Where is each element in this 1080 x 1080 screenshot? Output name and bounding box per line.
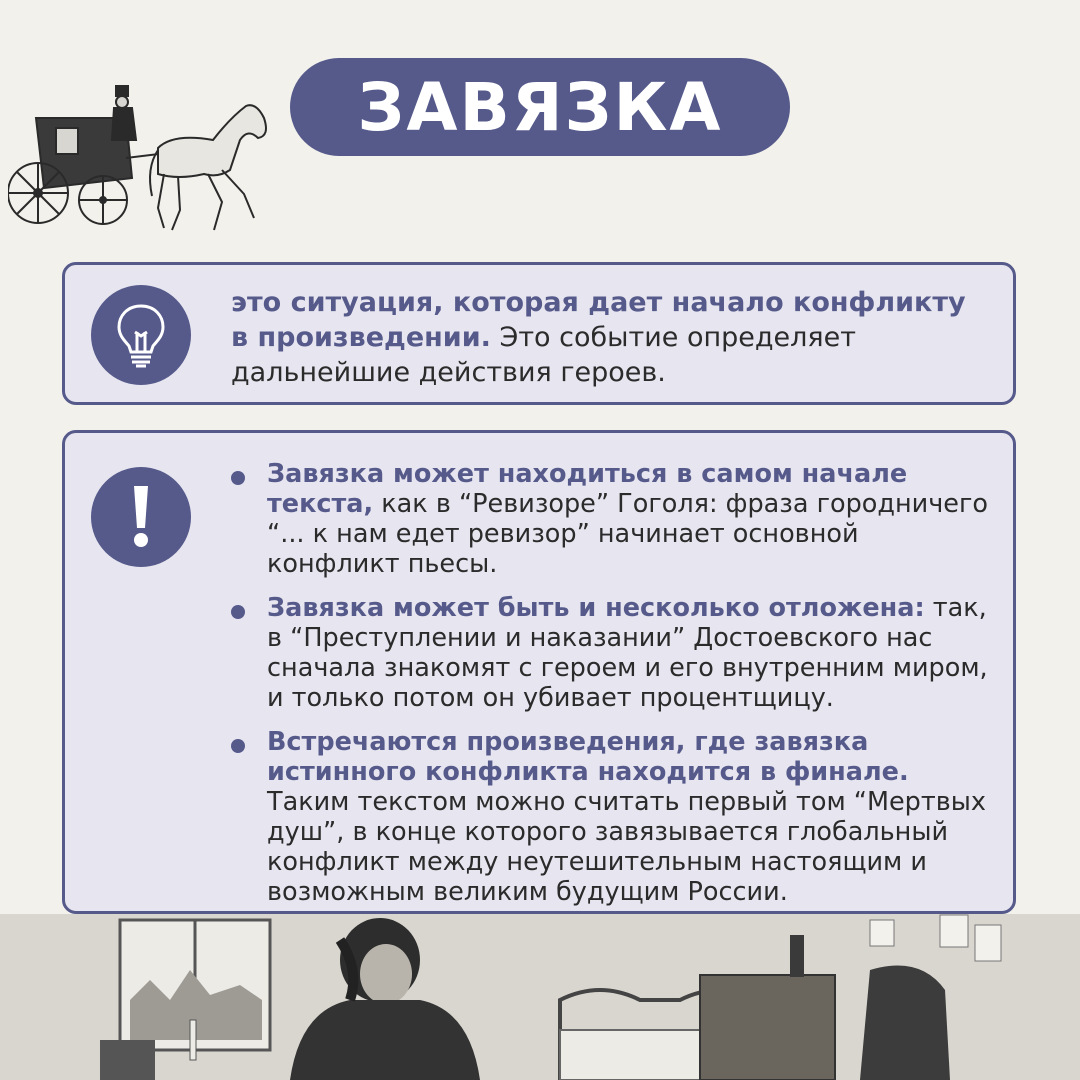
lightbulb-icon: [111, 302, 171, 368]
definition-text: [231, 285, 991, 390]
notes-icon-circle: [91, 467, 191, 567]
list-item: [231, 727, 991, 907]
list-item: [231, 459, 991, 579]
definition-rest: Это событие определяет дальнейшие действия героев.: [231, 322, 856, 388]
notes-card: [62, 430, 1016, 914]
note-text: как в “Ревизоре” Гоголя: фраза городничего “... к нам едет ревизор” начинает основной конфликт пьесы.: [267, 489, 988, 579]
definition-card: [62, 262, 1016, 405]
bullet-dot: [231, 739, 245, 753]
note-text: Таким текстом можно считать первый том “Мертвых душ”, в конце которого завязывается глобальный конфликт между неутешительным настоящим и возможным великим будущим России.: [267, 787, 986, 907]
exclamation-icon: [126, 482, 156, 552]
bullet-dot: [231, 605, 245, 619]
note-highlight: Завязка может быть и несколько отложена:: [267, 593, 925, 623]
note-text: так, в “Преступлении и наказании” Достоевского нас сначала знакомят с героем и его внутренним миром, и только потом он убивает процентщицу.: [267, 593, 988, 713]
note-highlight: Завязка может находиться в самом начале текста,: [267, 459, 908, 519]
page-title: ЗАВЯЗКА: [290, 58, 790, 156]
bullet-dot: [231, 471, 245, 485]
definition-icon-circle: [91, 285, 191, 385]
room-scene-illustration: [0, 900, 1080, 1080]
note-highlight: Встречаются произведения, где завязка истинного конфликта находится в финале.: [267, 727, 909, 787]
list-item: [231, 593, 991, 713]
notes-list: [231, 459, 991, 921]
definition-highlight: это ситуация, которая дает начало конфликту в произведении.: [231, 287, 966, 353]
carriage-illustration: [8, 78, 278, 243]
